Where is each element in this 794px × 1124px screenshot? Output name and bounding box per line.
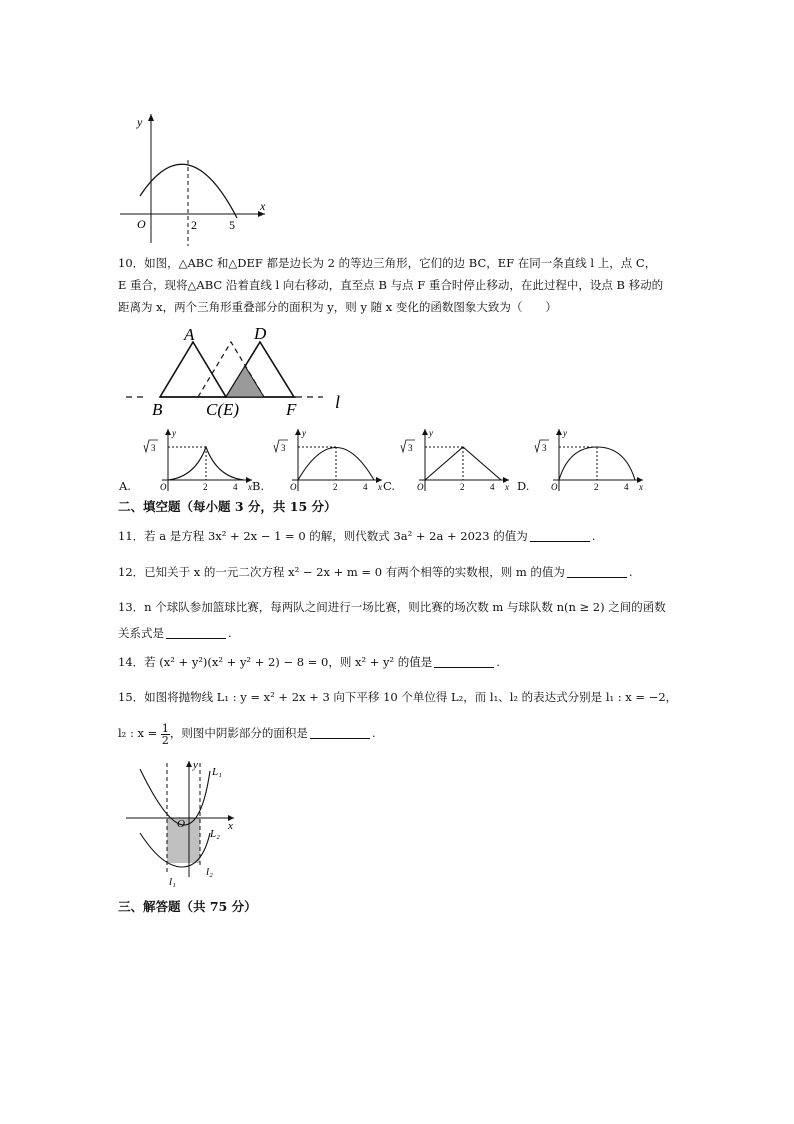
value-sqrt3: 3 — [151, 443, 156, 453]
y-label: y — [137, 115, 143, 129]
x-label: x — [260, 199, 266, 213]
answer-blank[interactable] — [567, 565, 627, 578]
q13-line-1: 13．n 个球队参加篮球比赛，每两队之间进行一场比赛，则比赛的场次数 m 与球队数 n(n ≥ 2) 之间的函数 — [118, 600, 666, 614]
q15-line-2 — [118, 722, 376, 746]
x-label: x — [248, 482, 252, 492]
origin-label: O — [177, 818, 185, 830]
answer-blank[interactable] — [310, 726, 370, 739]
x-label: x — [505, 482, 509, 492]
y-label: y — [563, 428, 567, 438]
overlap-shaded — [226, 366, 264, 397]
q14-period: . — [496, 655, 500, 669]
origin-label: O — [137, 217, 146, 231]
q11-period: . — [591, 529, 596, 543]
option-c-letter: C. — [383, 479, 396, 493]
label-l2: l₂ — [206, 866, 213, 878]
q15-l2-expr: l₂ : x = — [118, 726, 161, 740]
value-sqrt3: 3 — [281, 443, 286, 453]
label-L1: L₁ — [212, 766, 222, 778]
tick-4: 4 — [490, 482, 495, 492]
tick-label-5: 5 — [229, 218, 235, 232]
value-sqrt3: 3 — [542, 443, 547, 453]
question-14 — [118, 651, 500, 673]
origin-label: O — [551, 482, 558, 492]
tick-4: 4 — [363, 482, 368, 492]
y-label: y — [302, 428, 306, 438]
q10-line-3: 距离为 x，两个三角形重叠部分的面积为 y，则 y 随 x 变化的函数图象大致为（ ） — [118, 300, 557, 314]
origin-label: O — [290, 482, 297, 492]
answer-blank[interactable] — [434, 655, 494, 668]
tick-2: 2 — [594, 482, 599, 492]
origin-label: O — [160, 482, 167, 492]
label-c-e: C(E) — [206, 400, 240, 418]
section-3-heading: 三、解答题（共 75 分） — [118, 899, 257, 914]
q10-line-2: E 重合，现将△ABC 沿着直线 l 向右移动，直至点 B 与点 F 重合时停止移动，在此过程中，设点 B 移动的 — [118, 278, 664, 292]
figure-q9-parabola — [115, 108, 275, 248]
option-a-letter: A. — [119, 479, 131, 493]
label-l1: l₁ — [169, 876, 176, 888]
y-axis-arrow-icon — [186, 761, 192, 767]
tick-2: 2 — [460, 482, 465, 492]
y-label: y — [429, 428, 433, 438]
q12-period: . — [628, 565, 633, 579]
x-label: x — [639, 482, 643, 492]
q13-period: . — [228, 626, 232, 640]
option-d-letter: D. — [517, 479, 530, 493]
q11-text: 11．若 a 是方程 3x² + 2x − 1 = 0 的解，则代数式 3a² + 2a + 2023 的值为 — [118, 529, 528, 543]
q13-line-2 — [118, 622, 232, 644]
q15-period: . — [371, 726, 376, 740]
value-sqrt3: 3 — [408, 443, 413, 453]
tick-2: 2 — [333, 482, 338, 492]
q13-text: 关系式是 — [118, 626, 164, 640]
triangle-abc — [160, 342, 226, 397]
q10-line-1: 10．如图，△ABC 和△DEF 都是边长为 2 的等边三角形，它们的边 BC，EF 在同一条直线 l 上，点 C， — [118, 256, 657, 270]
y-label: y — [172, 428, 176, 438]
option-b-graph — [270, 425, 385, 493]
tick-label-2: 2 — [191, 218, 197, 232]
option-a-graph — [140, 425, 255, 493]
label-b: B — [152, 400, 163, 418]
y-axis-arrow-icon — [148, 114, 154, 121]
label-L2-upper: L₂ — [210, 828, 220, 840]
answer-blank[interactable] — [166, 626, 226, 639]
question-11 — [118, 525, 595, 547]
option-b-letter: B. — [252, 479, 265, 493]
figure-q15-parabolas — [122, 755, 247, 890]
q12-text: 12．已知关于 x 的一元二次方程 x² − 2x + m = 0 有两个相等的实数根，则 m 的值为 — [118, 565, 565, 579]
question-12 — [118, 561, 633, 583]
tick-2: 2 — [203, 482, 208, 492]
answer-blank[interactable] — [530, 529, 590, 542]
origin-label: O — [417, 482, 424, 492]
figure-q10-triangles — [118, 322, 358, 418]
q14-text: 14．若 (x² + y²)(x² + y² + 2) − 8 = 0，则 x² + y² 的值是 — [118, 655, 433, 669]
section-2-heading: 二、填空题（每小题 3 分，共 15 分） — [118, 499, 337, 514]
x-label: x — [378, 482, 382, 492]
label-d: D — [254, 324, 267, 343]
option-c-graph — [397, 425, 512, 493]
x-label: x — [228, 820, 233, 832]
tick-4: 4 — [233, 482, 238, 492]
q15-text: ，则图中阴影部分的面积是 — [169, 726, 308, 740]
option-d-graph — [531, 425, 646, 493]
y-label: y — [193, 759, 198, 771]
label-l: l — [335, 392, 341, 412]
label-f: F — [286, 400, 297, 418]
label-a: A — [184, 325, 195, 344]
q15-line-1: 15．如图将抛物线 L₁ : y = x² + 2x + 3 向下平移 10 个单位得 L₂，而 l₁、l₂ 的表达式分别是 l₁ : x = −2， — [118, 690, 678, 704]
fraction-one-half: $\frac{1}{2}$ — [161, 721, 169, 747]
tick-4: 4 — [624, 482, 629, 492]
